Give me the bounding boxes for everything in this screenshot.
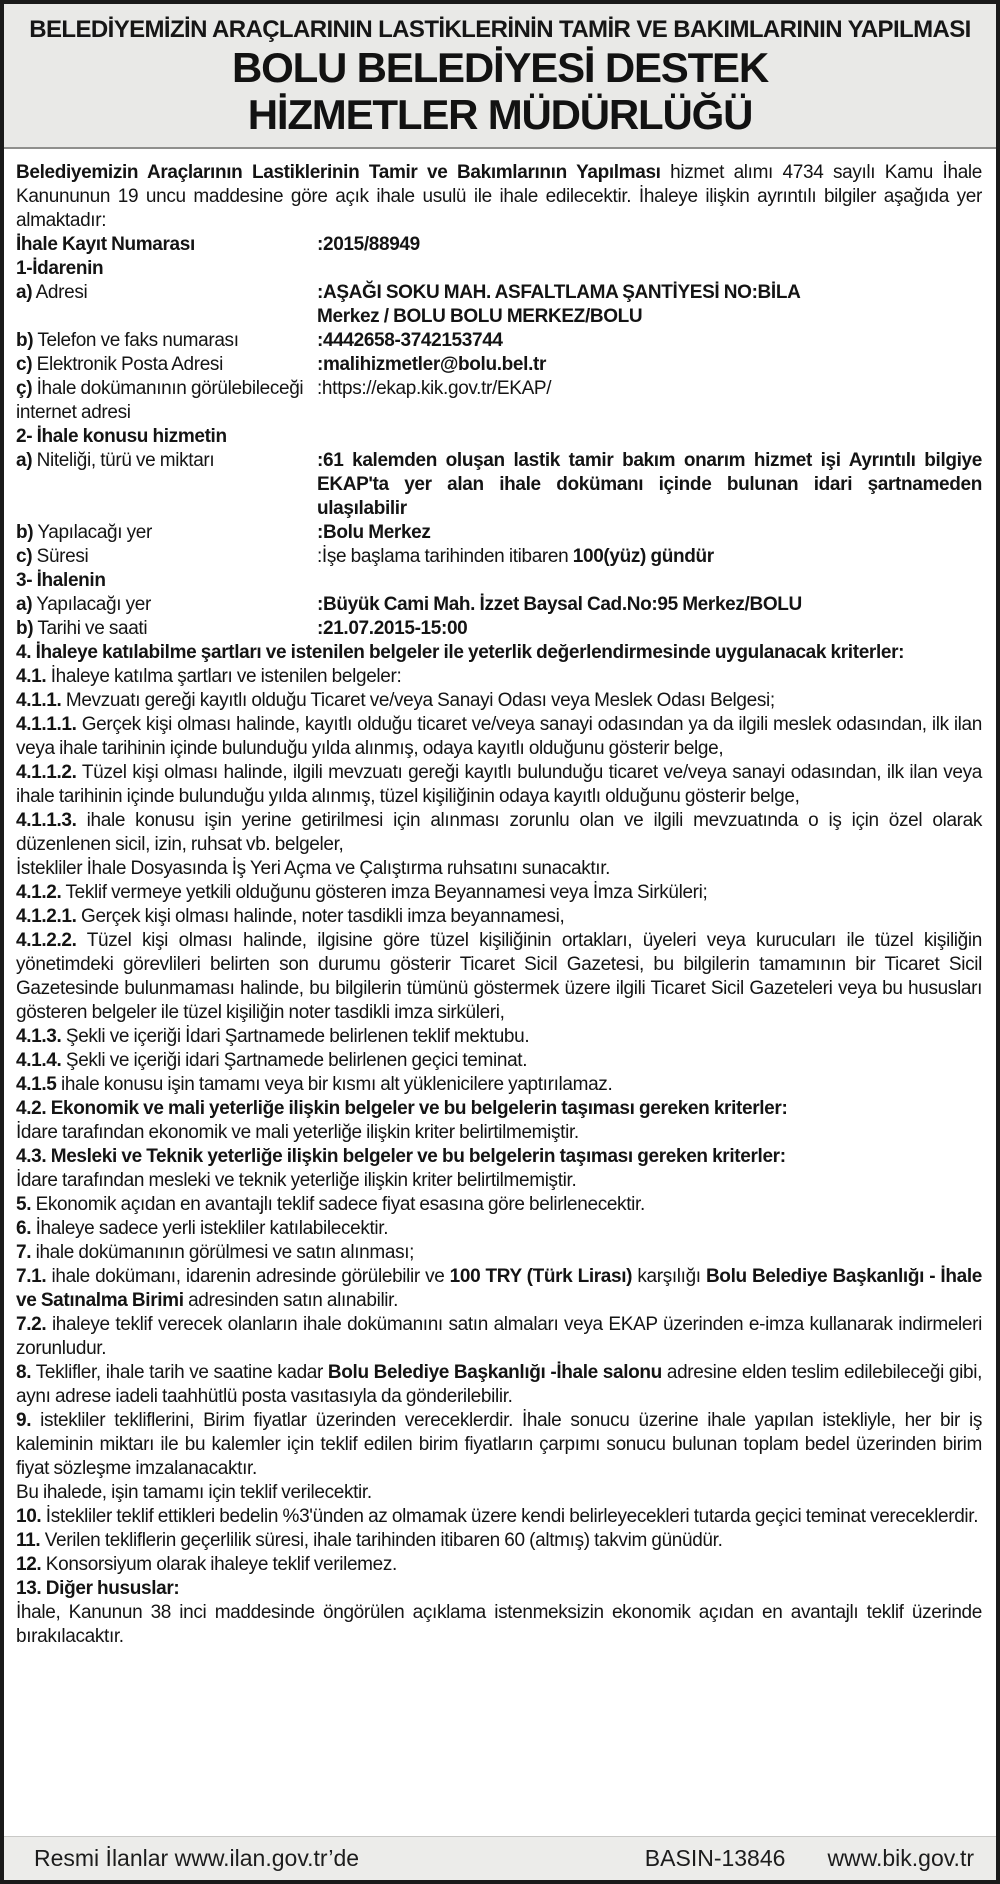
text-run: Tüzel kişi olması halinde, ilgisine göre tüzel kişiliğinin ortakları, üyeleri veya kurucuları ile tüzel kişiliğin yönetimdeki görevlileri belirten son durumu gösterir Ticaret Sicil Gazetesi, bu bilgilerin tamamının bir Ticaret Sicil Gazetesinde bulunmaması halinde, bu bilgilerin tümünü göstermek üzere ilgili Ticaret Sicil Gazeteleri veya bu hususları gösteren belgeler ile tüzel kişiliğin noter tasdikli imza sirküleri, bbox=[16, 930, 982, 1023]
text-run: İhaleye sadece yerli istekliler katılabilecektir. bbox=[31, 1218, 389, 1239]
text-run-bold: 4.3. Mesleki ve Teknik yeterliğe ilişkin belgeler ve bu belgelerin taşıması gereken kriterler: bbox=[16, 1146, 786, 1167]
info-value bbox=[317, 377, 982, 401]
text-run: adresine elden teslim edilebileceği gibi, aynı adrese iadeli taahhütlü posta vasıtasıyla da gönderilebilir. bbox=[16, 1362, 982, 1407]
info-label bbox=[16, 353, 317, 377]
text-run-bold: b) bbox=[16, 330, 34, 351]
text-run-bold: 1-İdarenin bbox=[16, 258, 104, 279]
info-label bbox=[16, 449, 317, 473]
text-run-bold: :4442658-3742153744 bbox=[317, 330, 503, 351]
text-run-bold: 4.1.2.2. bbox=[16, 930, 77, 951]
text-run: ihale dokümanı, idarenin adresinde görülebilir ve bbox=[46, 1266, 450, 1287]
paragraph bbox=[16, 1025, 982, 1049]
text-run-bold: 4.1.2.1. bbox=[16, 906, 77, 927]
text-run-bold: 4.2. Ekonomik ve mali yeterliğe ilişkin belgeler ve bu belgelerin taşıması gereken kriterler: bbox=[16, 1098, 788, 1119]
text-run-bold: c) bbox=[16, 354, 33, 375]
info-row bbox=[16, 377, 982, 425]
text-run: Tarihi ve saati bbox=[33, 618, 148, 639]
text-run-bold: a) bbox=[16, 594, 33, 615]
info-row bbox=[16, 233, 982, 257]
text-run-bold: 4.1.1.2. bbox=[16, 762, 77, 783]
text-run-bold: 7. bbox=[16, 1242, 32, 1263]
text-run-bold: 4.1.4. bbox=[16, 1050, 62, 1071]
info-value bbox=[317, 617, 982, 641]
paragraph bbox=[16, 1553, 982, 1577]
text-run: İdare tarafından mesleki ve teknik yeterliğe ilişkin kriter belirtilmemiştir. bbox=[16, 1170, 577, 1191]
intro-paragraph bbox=[16, 161, 982, 233]
text-run: İdare tarafından ekonomik ve mali yeterliğe ilişkin kriter belirtilmemiştir. bbox=[16, 1122, 579, 1143]
text-run-bold: 4.1.1.1. bbox=[16, 714, 77, 735]
info-row bbox=[16, 281, 982, 329]
paragraph bbox=[16, 1601, 982, 1649]
text-run-bold: 4.1.3. bbox=[16, 1026, 62, 1047]
text-run-bold: :AŞAĞI SOKU MAH. ASFALTLAMA ŞANTİYESİ NO:BİLA bbox=[317, 282, 801, 303]
paragraph bbox=[16, 1529, 982, 1553]
info-label bbox=[16, 617, 317, 641]
info-label bbox=[16, 377, 317, 425]
text-run: istekliler tekliflerini, Birim fiyatlar üzerinden vereceklerdir. İhale sonucu üzerine ihale yapılan istekliyle, her bir iş kaleminin miktarı ile bu kalemler için teklif edilen birim fiyatların çarpımı sonucu bulunan toplam bedel üzerinden birim fiyat sözleşme imzalanacaktır. bbox=[16, 1410, 982, 1479]
info-row bbox=[16, 329, 982, 353]
info-label bbox=[16, 233, 317, 257]
text-run: karşılığı bbox=[632, 1266, 706, 1287]
info-row bbox=[16, 425, 982, 449]
paragraph bbox=[16, 1577, 982, 1601]
text-run: Şekli ve içeriği idari Şartnamede belirlenen geçici teminat. bbox=[61, 1050, 528, 1071]
text-run: ihaleye teklif verecek olanların ihale dokümanını satın almaları veya EKAP üzerinden e-imza kullanarak indirmeleri zorunludur. bbox=[16, 1314, 982, 1359]
paragraph bbox=[16, 641, 982, 665]
paragraph bbox=[16, 1073, 982, 1097]
text-run: Süresi bbox=[32, 546, 89, 567]
press-info bbox=[645, 1845, 974, 1872]
text-run-bold: b) bbox=[16, 522, 34, 543]
text-run: Şekli ve içeriği İdari Şartnamede belirlenen teklif mektubu. bbox=[61, 1026, 530, 1047]
announcement-subject-title: BELEDİYEMİZİN ARAÇLARININ LASTİKLERİNİN TAMİR VE BAKIMLARININ YAPILMASI bbox=[29, 16, 971, 43]
paragraph bbox=[16, 1241, 982, 1265]
text-run: Mevzuatı gereği kayıtlı olduğu Ticaret ve/veya Sanayi Odası veya Meslek Odası Belgesi; bbox=[61, 690, 775, 711]
paragraph bbox=[16, 1313, 982, 1361]
info-value bbox=[317, 281, 982, 329]
info-row bbox=[16, 353, 982, 377]
paragraph bbox=[16, 857, 982, 881]
text-run: adresinden satın alınabilir. bbox=[183, 1290, 399, 1311]
footer-bar bbox=[4, 1836, 996, 1880]
text-run-bold: 4.1. bbox=[16, 666, 47, 687]
text-run: Yapılacağı yer bbox=[32, 594, 151, 615]
text-run: hizmet alımı 4734 sayılı Kamu İhale Kanununun 19 uncu maddesine göre açık ihale usulü ile ihale edilecektir. İhaleye ilişkin ayrıntılı bilgiler aşağıda yer almaktadır: bbox=[16, 162, 983, 231]
announcement-header bbox=[4, 4, 996, 149]
info-label bbox=[16, 257, 317, 281]
text-run-bold: :21.07.2015-15:00 bbox=[317, 618, 468, 639]
text-run-bold: :Büyük Cami Mah. İzzet Baysal Cad.No:95 Merkez/BOLU bbox=[317, 594, 802, 615]
text-run: İhale dokümanının görülebileceği internet adresi bbox=[16, 378, 304, 423]
info-value bbox=[317, 329, 982, 353]
paragraph bbox=[16, 905, 982, 929]
text-run-bold: 2- İhale konusu hizmetin bbox=[16, 426, 227, 447]
paragraph bbox=[16, 1169, 982, 1193]
info-value bbox=[317, 449, 982, 521]
info-value bbox=[317, 545, 982, 569]
text-run-bold: 6. bbox=[16, 1218, 32, 1239]
paragraph bbox=[16, 1481, 982, 1505]
info-value bbox=[317, 593, 982, 617]
paragraph bbox=[16, 929, 982, 1025]
text-run-bold: 4.1.1. bbox=[16, 690, 62, 711]
text-run: Bu ihalede, işin tamamı için teklif verilecektir. bbox=[16, 1482, 372, 1503]
text-run: Niteliği, türü ve miktarı bbox=[32, 450, 215, 471]
info-row bbox=[16, 257, 982, 281]
text-run-bold: Bolu Belediye Başkanlığı - İhale ve Satınalma Birimi bbox=[16, 1266, 982, 1311]
info-value bbox=[317, 521, 982, 545]
paragraph bbox=[16, 761, 982, 809]
text-run-bold: Merkez / BOLU BOLU MERKEZ/BOLU bbox=[317, 306, 643, 327]
text-run: Yapılacağı yer bbox=[33, 522, 152, 543]
text-run: :https://ekap.kik.gov.tr/EKAP/ bbox=[317, 378, 552, 399]
text-run-bold: b) bbox=[16, 618, 34, 639]
text-run-bold: 4.1.1.3. bbox=[16, 810, 77, 831]
text-run-bold: 9. bbox=[16, 1410, 32, 1431]
press-url: www.bik.gov.tr bbox=[827, 1845, 974, 1871]
text-run: Konsorsiyum olarak ihaleye teklif verilemez. bbox=[41, 1554, 397, 1575]
text-run-bold: 4.1.2. bbox=[16, 882, 62, 903]
text-run-bold: :61 kalemden oluşan lastik tamir bakım onarım hizmet işi Ayrıntılı bilgiye EKAP'ta yer alan ihale dokümanı içinde bulunan idari şartnameden ulaşılabilir bbox=[317, 450, 982, 519]
text-run-bold: 7.2. bbox=[16, 1314, 47, 1335]
text-run: Telefon ve faks numarası bbox=[33, 330, 239, 351]
info-label bbox=[16, 545, 317, 569]
text-run-bold: a) bbox=[16, 450, 33, 471]
text-run-bold: a) bbox=[16, 282, 33, 303]
announcement-body bbox=[4, 149, 996, 1836]
text-run: Gerçek kişi olması halinde, noter tasdikli imza beyannamesi, bbox=[76, 906, 565, 927]
paragraph bbox=[16, 1217, 982, 1241]
text-run: ihale dokümanının görülmesi ve satın alınması; bbox=[31, 1242, 415, 1263]
paragraph bbox=[16, 1505, 982, 1529]
paragraph bbox=[16, 881, 982, 905]
municipality-title-line1: BOLU BELEDİYESİ DESTEK bbox=[231, 44, 768, 91]
text-run-bold: 100(yüz) gündür bbox=[572, 546, 714, 567]
text-run-bold: 100 TRY (Türk Lirası) bbox=[449, 1266, 633, 1287]
text-run: İstekliler teklif ettikleri bedelin %3'ünden az olmamak üzere kendi belirleyecekleri tutarda geçici teminat vereceklerdir. bbox=[41, 1506, 979, 1527]
text-run-bold: 13. Diğer hususlar: bbox=[16, 1578, 180, 1599]
paragraph bbox=[16, 1121, 982, 1145]
text-run-bold: :malihizmetler@bolu.bel.tr bbox=[317, 354, 547, 375]
text-run-bold: Belediyemizin Araçlarının Lastiklerinin Tamir ve Bakımlarının Yapılması bbox=[16, 162, 661, 183]
text-run: Ekonomik açıdan en avantajlı teklif sadece fiyat esasına göre belirlenecektir. bbox=[31, 1194, 645, 1215]
municipality-title-line2: HİZMETLER MÜDÜRLÜĞÜ bbox=[247, 91, 753, 138]
info-label bbox=[16, 425, 317, 449]
text-run: Tüzel kişi olması halinde, ilgili mevzuatı gereği kayıtlı bulunduğu ticaret ve/veya sanayi odasından, ilk ilan veya ihale tarihinin içinde bulunduğu yılda alınmış, tüzel kişiliğinin odaya kayıtlı olduğunu gösterir belge, bbox=[16, 762, 982, 807]
paragraph bbox=[16, 1409, 982, 1481]
press-code: BASIN-13846 bbox=[644, 1845, 786, 1871]
paragraph bbox=[16, 689, 982, 713]
text-run-bold: 5. bbox=[16, 1194, 32, 1215]
info-row bbox=[16, 449, 982, 521]
text-run-bold: 4.1.5 bbox=[16, 1074, 57, 1095]
paragraph bbox=[16, 1145, 982, 1169]
info-label bbox=[16, 329, 317, 353]
text-run-bold: ç) bbox=[16, 378, 33, 399]
conditions-paragraphs bbox=[16, 641, 982, 1649]
paragraph bbox=[16, 1265, 982, 1313]
text-run: İhale, Kanunun 38 inci maddesinde öngörülen açıklama istenmeksizin ekonomik açıdan en avantajlı teklif üzerinde bırakılacaktır. bbox=[16, 1602, 982, 1647]
paragraph bbox=[16, 1097, 982, 1121]
text-run-bold: 7.1. bbox=[16, 1266, 47, 1287]
text-run-bold: :Bolu Merkez bbox=[317, 522, 431, 543]
text-run: Teklif vermeye yetkili olduğunu gösteren imza Beyannamesi veya İmza Sirküleri; bbox=[61, 882, 708, 903]
text-run: Teklifler, ihale tarih ve saatine kadar bbox=[31, 1362, 328, 1383]
info-value bbox=[317, 233, 982, 257]
tender-info-table bbox=[16, 233, 982, 641]
text-run-bold: 8. bbox=[16, 1362, 32, 1383]
info-value bbox=[317, 353, 982, 377]
text-run-bold: Bolu Belediye Başkanlığı -İhale salonu bbox=[327, 1362, 662, 1383]
text-run: Verilen tekliflerin geçerlilik süresi, ihale tarihinden itibaren 60 (altmış) takvim günüdür. bbox=[40, 1530, 723, 1551]
info-row bbox=[16, 521, 982, 545]
text-run-bold: 4. İhaleye katılabilme şartları ve istenilen belgeler ile yeterlik değerlendirmesinde uygulanacak kriterler: bbox=[16, 642, 905, 663]
text-run: İhaleye katılma şartları ve istenilen belgeler: bbox=[46, 666, 402, 687]
paragraph bbox=[16, 1193, 982, 1217]
info-label bbox=[16, 593, 317, 617]
text-run: Gerçek kişi olması halinde, kayıtlı olduğu ticaret ve/veya sanayi odasından ya da ilgili meslek odasından, ilk ilan veya ihale tarihinin içinde bulunduğu yılda alınmış, odaya kayıtlı olduğunu gösterir belge, bbox=[16, 714, 982, 759]
paragraph bbox=[16, 1049, 982, 1073]
text-run: ihale konusu işin yerine getirilmesi için alınması zorunlu olan ve ilgili mevzuatında o iş için özel olarak düzenlenen sicil, izin, ruhsat vb. belgeler, bbox=[16, 810, 982, 855]
text-run: ihale konusu işin tamamı veya bir kısmı alt yüklenicilere yaptırılamaz. bbox=[56, 1074, 613, 1095]
info-label bbox=[16, 281, 317, 305]
text-run-bold: 10. bbox=[16, 1506, 42, 1527]
text-run-bold: 12. bbox=[16, 1554, 42, 1575]
text-run: Adresi bbox=[32, 282, 88, 303]
info-row bbox=[16, 545, 982, 569]
text-run: :İşe başlama tarihinden itibaren bbox=[317, 546, 573, 567]
text-run-bold: 3- İhalenin bbox=[16, 570, 106, 591]
text-run: İstekliler İhale Dosyasında İş Yeri Açma ve Çalıştırma ruhsatını sunacaktır. bbox=[16, 858, 611, 879]
text-run-bold: c) bbox=[16, 546, 33, 567]
info-row bbox=[16, 569, 982, 593]
text-run-bold: İhale Kayıt Numarası bbox=[16, 234, 195, 255]
text-run-bold: :2015/88949 bbox=[317, 234, 420, 255]
paragraph bbox=[16, 1361, 982, 1409]
official-ads-note: Resmi İlanlar www.ilan.gov.tr’de bbox=[34, 1845, 360, 1871]
info-row bbox=[16, 617, 982, 641]
info-row bbox=[16, 593, 982, 617]
paragraph bbox=[16, 809, 982, 857]
text-run: Elektronik Posta Adresi bbox=[32, 354, 223, 375]
paragraph bbox=[16, 713, 982, 761]
info-label bbox=[16, 569, 317, 593]
text-run-bold: 11. bbox=[16, 1530, 41, 1551]
info-label bbox=[16, 521, 317, 545]
paragraph bbox=[16, 665, 982, 689]
